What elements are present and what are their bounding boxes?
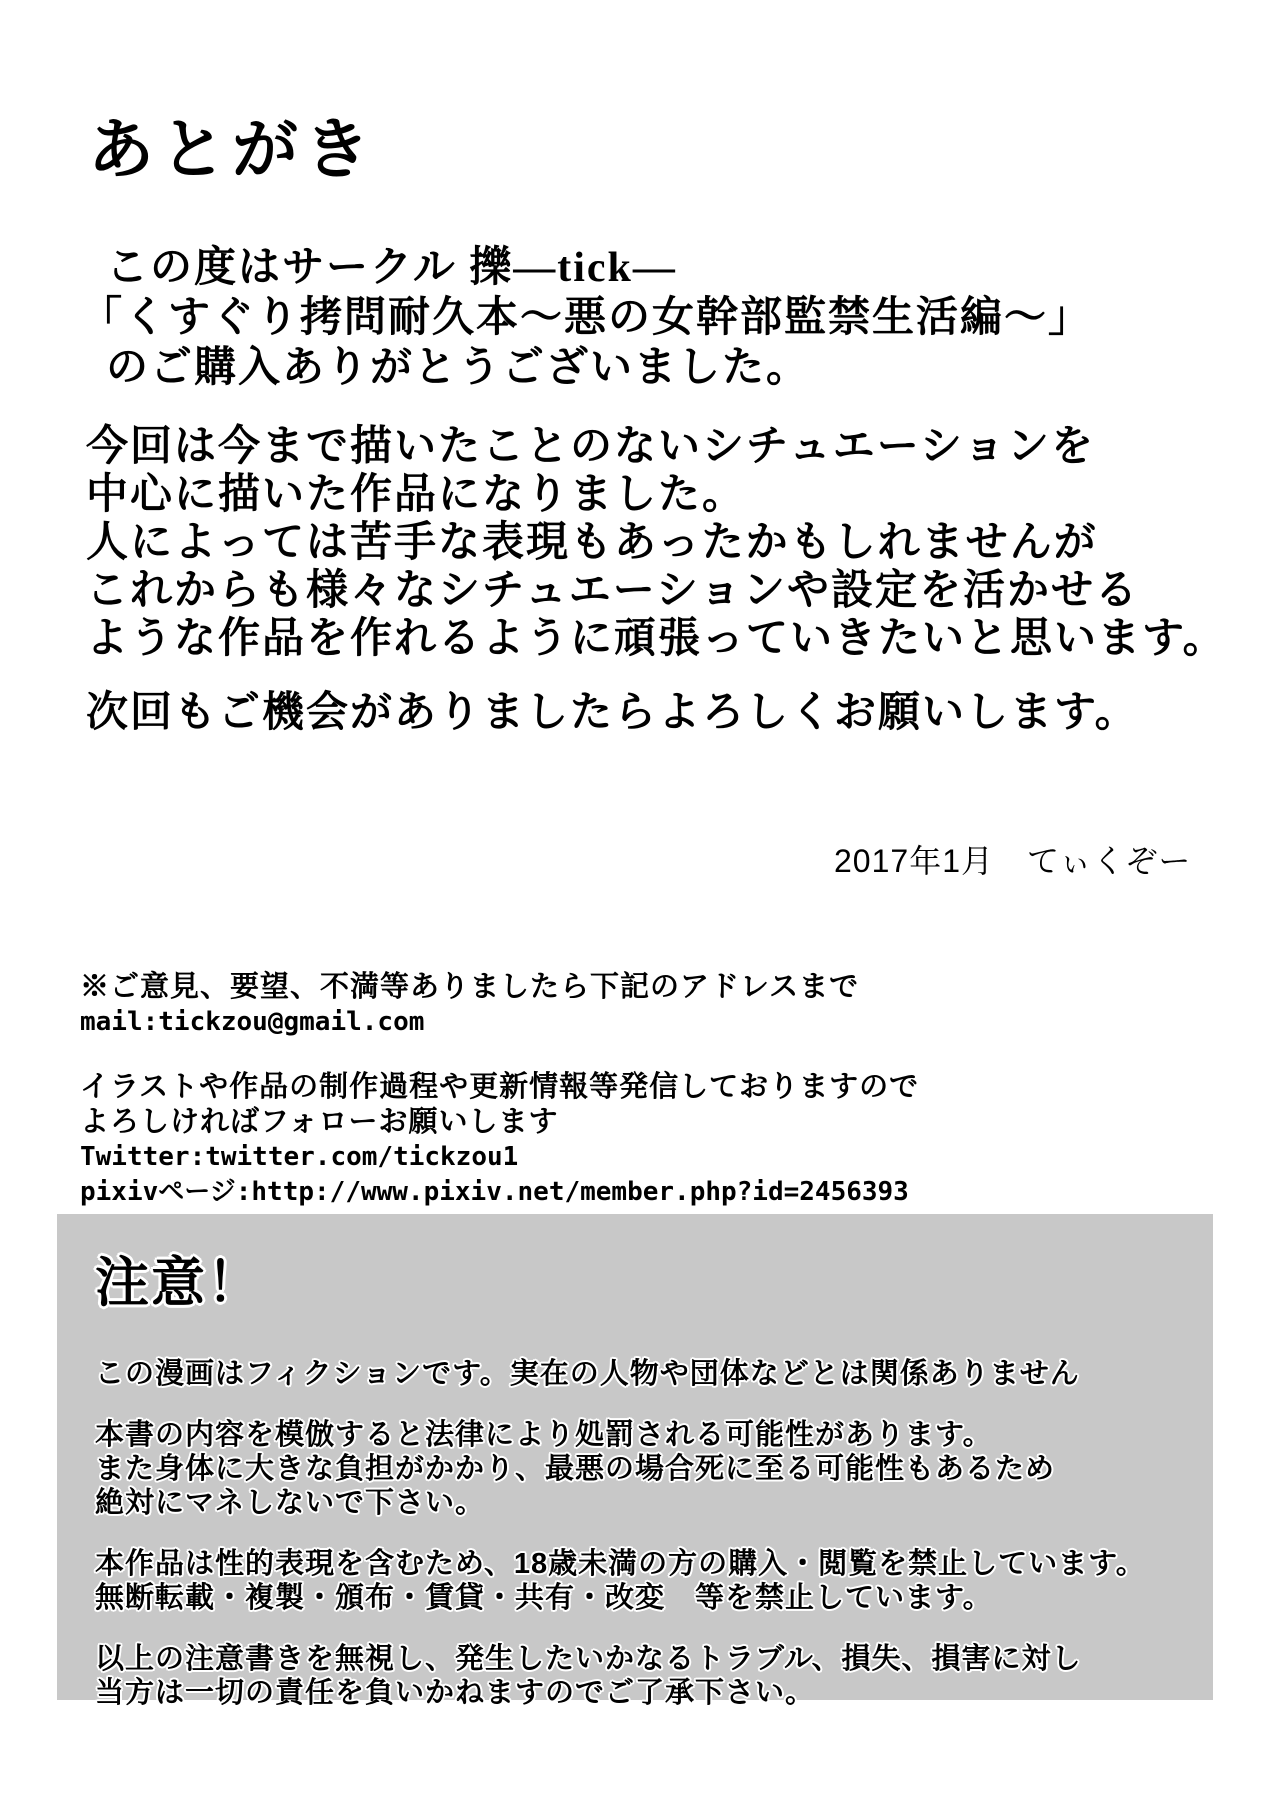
text-line: ような作品を作れるように頑張っていきたいと思います。 [86, 616, 1227, 662]
notice-line: この漫画はフィクションです。実在の人物や団体などとは関係ありません [95, 1358, 1080, 1390]
spacer [80, 1040, 919, 1070]
notice-line: 絶対にマネしないで下さい。 [95, 1487, 486, 1519]
pixiv-url: pixivページ:http://www.pixiv.net/member.php?id=2456393 [80, 1177, 909, 1207]
email-address: mail:tickzou@gmail.com [80, 1007, 425, 1037]
text-line: この度はサークル 擽―tick― [106, 245, 677, 291]
notice-paragraph-restrictions [95, 1547, 1175, 1615]
notice-paragraph-liability [95, 1642, 1175, 1710]
notice-line: 以上の注意書きを無視し、発生したいかなるトラブル、損失、損害に対し [95, 1643, 1082, 1675]
page-title: あとがき [88, 114, 376, 187]
text-line: 中心に描いた作品になりました。 [86, 472, 747, 518]
notice-line: 本作品は性的表現を含むため、18歳未満の方の購入・閲覧を禁止しています。 [95, 1548, 1146, 1580]
notice-paragraph-fiction [95, 1357, 1175, 1391]
notice-line: 当方は一切の責任を負いかねますのでご了承下さい。 [95, 1677, 816, 1709]
notice-paragraph-imitation [95, 1418, 1175, 1520]
contact-block [80, 970, 919, 1210]
notice-line: 本書の内容を模倣すると法律により処罰される可能性があります。 [95, 1419, 993, 1451]
twitter-url: Twitter:twitter.com/tickzou1 [80, 1142, 519, 1172]
text-line: 今回は今まで描いたことのないシチュエーションを [86, 424, 1096, 470]
follow-note-line: よろしければフォローお願いします [80, 1106, 559, 1138]
notice-line: また身体に大きな負担がかかり、最悪の場合死に至る可能性もあるため [95, 1453, 1056, 1485]
text-line: 次回もご機会がありましたらよろしくお願いします。 [86, 690, 1139, 736]
afterword-paragraph-closing [86, 688, 1139, 738]
afterword-paragraph-opening [80, 243, 1093, 393]
book-title-line: 「くすぐり拷問耐久本～悪の女幹部監禁生活編～」 [80, 295, 1093, 341]
signature-date-author: 2017年1月 てぃくぞー [834, 843, 1192, 879]
afterword-paragraph-body [86, 423, 1227, 663]
follow-note-line: イラストや作品の制作過程や更新情報等発信しておりますので [80, 1071, 920, 1103]
feedback-note: ※ご意見、要望、不満等ありましたら下記のアドレスまで [80, 971, 860, 1003]
notice-box [57, 1214, 1213, 1709]
notice-title: 注意！ [95, 1253, 263, 1313]
text-line: のご購入ありがとうございました。 [106, 345, 811, 391]
text-line: 人によっては苦手な表現もあったかもしれませんが [86, 520, 1098, 566]
notice-line: 無断転載・複製・頒布・賃貸・共有・改変 等を禁止しています。 [95, 1582, 993, 1614]
text-line: これからも様々なシチュエーションや設定を活かせる [86, 568, 1140, 614]
